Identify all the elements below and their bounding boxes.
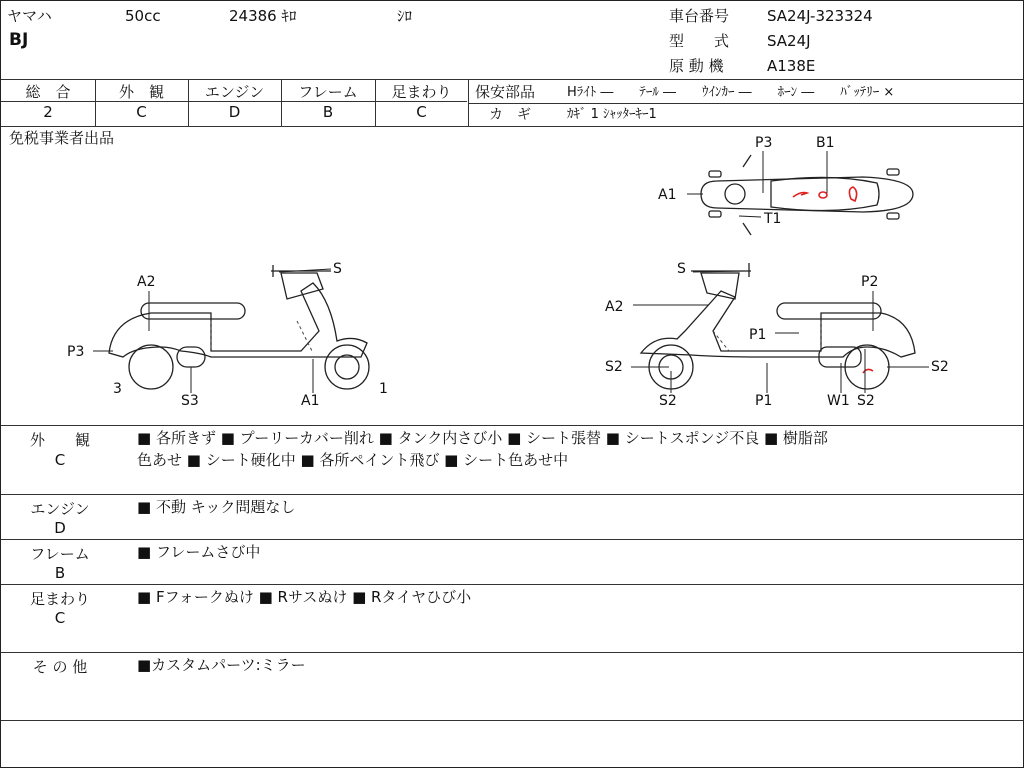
mileage: 24386 ｷﾛ xyxy=(229,7,297,25)
frame-number-value: SA24J-323324 xyxy=(767,7,873,25)
label-left-p3: P3 xyxy=(67,344,85,360)
grade-exterior-value: C xyxy=(136,103,147,121)
section-frame-title: フレーム xyxy=(30,545,90,563)
label-top-b1: B1 xyxy=(816,135,835,151)
safety-parts-label: 保安部品 xyxy=(475,83,536,101)
section-exterior-title: 外 観 xyxy=(29,431,90,449)
grade-suspension-value: C xyxy=(416,103,427,121)
scooter-left-view xyxy=(67,261,388,409)
grade-engine-value: D xyxy=(228,103,241,121)
section-suspension-line1: ■ Fフォークぬけ ■ Rサスぬけ ■ Rタイヤひび小 xyxy=(137,588,472,606)
key-value: ｶｷﾞ 1 ｼｬｯﾀｰｷｰ1 xyxy=(567,107,657,122)
frame-number-label: 車台番号 xyxy=(669,7,730,25)
label-left-s: S xyxy=(333,261,342,277)
label-right-w1: W1 xyxy=(827,393,850,409)
maker: ヤマハ xyxy=(7,7,52,25)
section-other-title: そ の 他 xyxy=(32,658,88,676)
label-right-s: S xyxy=(677,261,686,277)
label-left-1: 1 xyxy=(379,381,388,397)
grade-frame-value: B xyxy=(322,103,334,121)
grade-total-value: 2 xyxy=(43,103,53,121)
model-type-label: 型 式 xyxy=(669,32,730,50)
section-suspension-grade: C xyxy=(54,609,66,627)
model-type-value: SA24J xyxy=(767,32,811,50)
label-right-p1-upper: P1 xyxy=(749,327,767,343)
section-exterior-line2: 色あせ ■ シート硬化中 ■ 各所ペイント飛び ■ シート色あせ中 xyxy=(137,451,569,469)
label-right-p2: P2 xyxy=(861,274,879,290)
section-frame-grade: B xyxy=(54,564,66,582)
label-right-a2: A2 xyxy=(605,299,624,315)
label-right-s2-right: S2 xyxy=(931,359,949,375)
scooter-top-view xyxy=(658,135,913,235)
section-engine-title: エンジン xyxy=(30,500,90,518)
section-frame-line1: ■ フレームさび中 xyxy=(137,543,261,561)
section-suspension-title: 足まわり xyxy=(29,590,90,608)
tax-exempt-note: 免税事業者出品 xyxy=(9,129,115,147)
label-top-t1: T1 xyxy=(764,211,782,227)
key-label: カ ギ xyxy=(489,107,531,123)
label-right-s2-left: S2 xyxy=(605,359,623,375)
label-right-s2-bottom2: S2 xyxy=(857,393,875,409)
section-engine-line1: ■ 不動 キック問題なし xyxy=(137,498,296,516)
displacement: 50cc xyxy=(125,7,161,25)
grade-frame-label: フレーム xyxy=(298,83,358,101)
grade-engine-label: エンジン xyxy=(204,83,265,101)
section-engine-grade: D xyxy=(54,519,66,537)
grade-total-label: 総 合 xyxy=(25,83,71,101)
grade-suspension-label: 足まわり xyxy=(391,83,452,101)
model-name: BJ xyxy=(9,30,29,50)
safety-parts-items: Hﾗｲﾄ ― ﾃｰﾙ ― ｳｲﾝｶｰ ― ﾎｰﾝ ― ﾊﾞｯﾃﾘｰ × xyxy=(567,85,895,100)
engine-type-label: 原 動 機 xyxy=(669,57,724,75)
label-top-a1: A1 xyxy=(658,187,677,203)
grade-exterior-label: 外 観 xyxy=(118,83,164,101)
section-exterior-grade: C xyxy=(54,451,66,469)
label-right-p1-lower: P1 xyxy=(755,393,773,409)
body-color: ｼﾛ xyxy=(397,7,413,25)
scooter-right-view xyxy=(605,261,949,409)
label-right-s2-bottom: S2 xyxy=(659,393,677,409)
section-other-line1: ■カスタムパーツ:ミラー xyxy=(137,656,306,674)
scooter-damage-diagram xyxy=(1,127,1023,425)
label-left-a1: A1 xyxy=(301,393,320,409)
label-top-p3: P3 xyxy=(755,135,773,151)
section-exterior-line1: ■ 各所きず ■ プーリーカバー削れ ■ タンク内さび小 ■ シート張替 ■ シートスポンジ不良 ■ 樹脂部 xyxy=(137,429,828,447)
label-left-s3: S3 xyxy=(181,393,199,409)
label-left-a2: A2 xyxy=(137,274,156,290)
label-left-3: 3 xyxy=(113,381,122,397)
engine-type-value: A138E xyxy=(767,57,816,75)
